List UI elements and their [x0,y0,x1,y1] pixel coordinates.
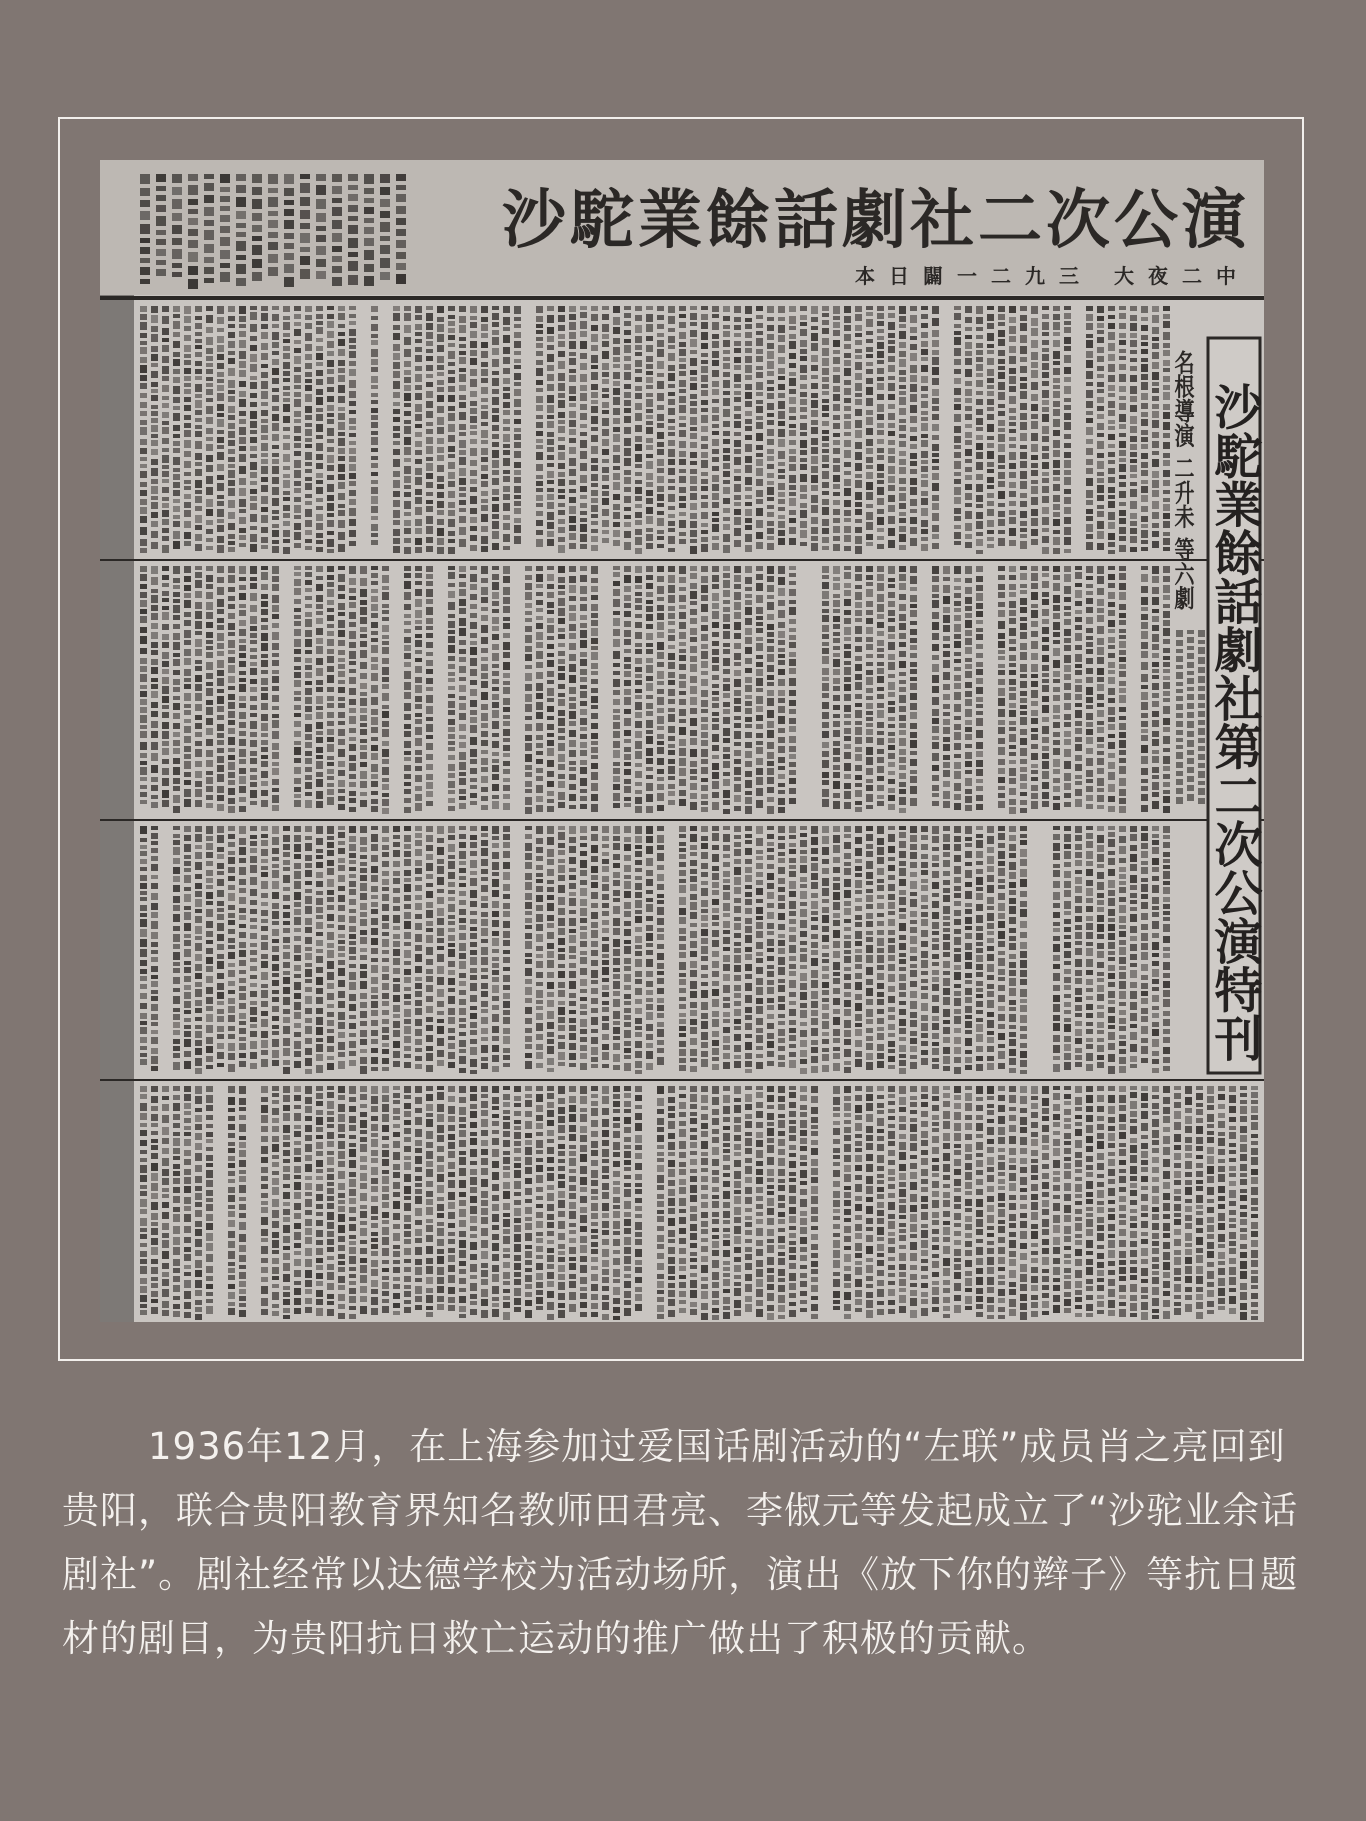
newspaper-headline: 沙駝業餘話劇社二次公演 [502,183,1250,258]
newspaper-date-line: 本日闢一二九三 大夜二中 [855,264,1250,288]
special-issue-subtitle: 名根導演 二升未 等六劇 [1171,350,1195,564]
newspaper-photo [100,160,1264,1322]
caption-paragraph: 1936年12月，在上海参加过爱国话剧活动的“左联”成员肖之亮回到贵阳，联合贵阳教育界知名教师田君亮、李俶元等发起成立了“沙驼业余话剧社”。剧社经常以达德学校为活动场所，演出《放下你的辫子》等抗日题材的剧目，为贵阳抗日救亡运动的推广做出了积极的贡献。 [62,1425,1299,1660]
special-issue-title: 沙駝業餘話劇社第二次公演特刊 [1206,382,1262,1054]
